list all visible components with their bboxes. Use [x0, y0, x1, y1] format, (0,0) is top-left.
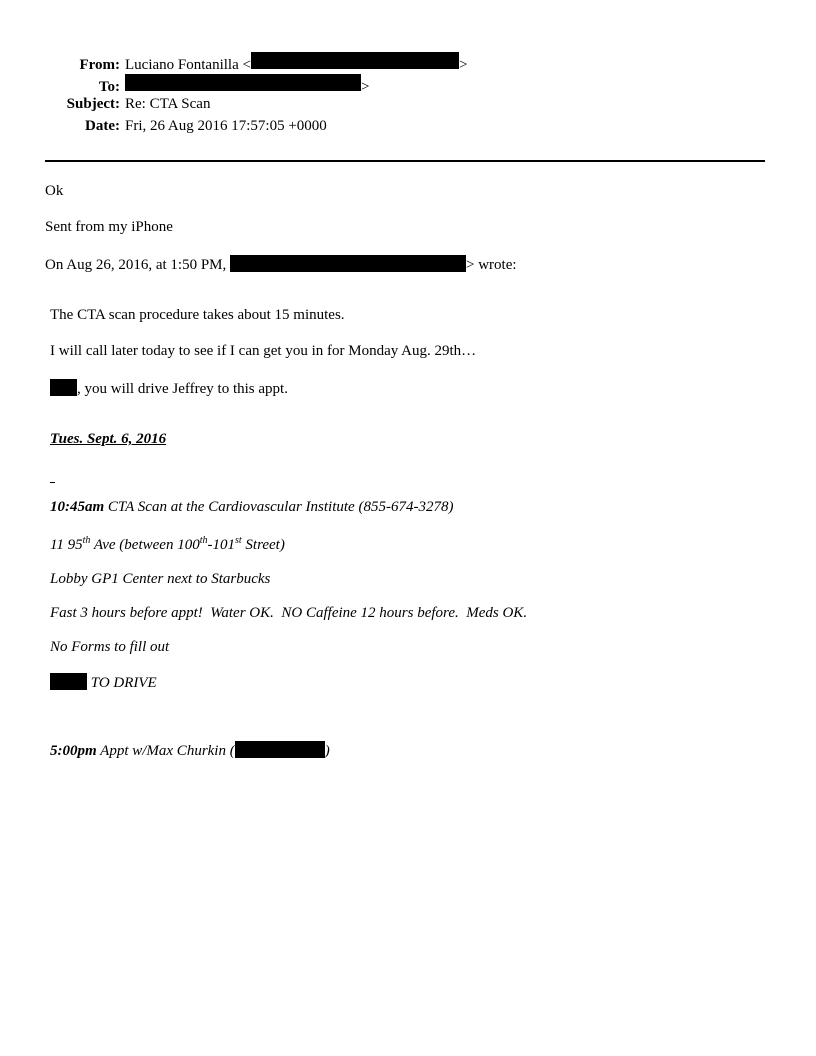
driver-note: [50, 673, 157, 692]
quoted-para-3-text: , you will drive Jeffrey to this appt.: [77, 381, 288, 397]
address-part: Street): [241, 537, 285, 553]
subject-row: [46, 96, 467, 118]
appointment-2-desc: Appt w/Max Churkin (: [100, 743, 235, 759]
appointment-2-time: 5:00pm: [50, 743, 97, 759]
subject-value: Re: CTA Scan: [125, 96, 211, 112]
redacted-to-email: [125, 74, 361, 91]
reply-signature: Sent from my iPhone: [45, 219, 173, 235]
email-header: [46, 52, 467, 140]
fasting-note: Fast 3 hours before appt! Water OK. NO Caffeine 12 hours before. Meds OK.: [50, 605, 528, 621]
from-name: Luciano Fontanilla <: [125, 57, 251, 73]
address-sup: th: [199, 535, 208, 546]
date-label: Date:: [85, 118, 120, 134]
redacted-driver-name: [50, 673, 87, 690]
lobby-note: Lobby GP1 Center next to Starbucks: [50, 571, 271, 587]
from-close: >: [458, 57, 468, 73]
header-divider: [45, 160, 765, 162]
to-close: >: [361, 79, 370, 95]
from-row: [46, 52, 467, 74]
redacted-sender-email: [230, 255, 466, 272]
address-part: Ave (between 100: [90, 537, 200, 553]
appointment-1-time: 10:45am: [50, 499, 105, 515]
reply-line-ok: Ok: [45, 183, 64, 199]
redacted-phone: [235, 741, 325, 758]
underline-stub: [50, 482, 55, 483]
quote-intro-prefix: On Aug 26, 2016, at 1:50 PM,: [45, 257, 227, 273]
to-row: [46, 74, 467, 96]
subject-label: Subject:: [66, 96, 120, 112]
quoted-para-3: [50, 379, 288, 398]
appointment-1-desc: CTA Scan at the Cardiovascular Institute (855-674-3278): [107, 499, 454, 515]
forms-note: No Forms to fill out: [50, 639, 170, 655]
from-label: From:: [79, 57, 120, 73]
address-sup: st: [234, 535, 242, 546]
address-sup: th: [82, 535, 91, 546]
quoted-para-1: The CTA scan procedure takes about 15 minutes.: [50, 307, 345, 323]
appointment-date-heading: Tues. Sept. 6, 2016: [50, 431, 167, 447]
appointment-2: [50, 741, 330, 760]
to-label: To:: [98, 79, 120, 95]
appointment-1: [50, 499, 453, 516]
redacted-name: [50, 379, 77, 396]
quote-intro: [45, 255, 517, 274]
quoted-para-2: I will call later today to see if I can get you in for Monday Aug. 29th…: [50, 343, 477, 359]
driver-note-text: TO DRIVE: [87, 675, 157, 691]
address-part: -101: [207, 537, 235, 553]
appointment-2-close: ): [324, 743, 330, 759]
quote-intro-suffix: > wrote:: [466, 257, 517, 273]
appointment-address: [50, 537, 285, 554]
date-row: [46, 118, 467, 140]
date-value: Fri, 26 Aug 2016 17:57:05 +0000: [125, 118, 327, 134]
address-part: 11 95: [50, 537, 83, 553]
redacted-from-email: [251, 52, 459, 69]
